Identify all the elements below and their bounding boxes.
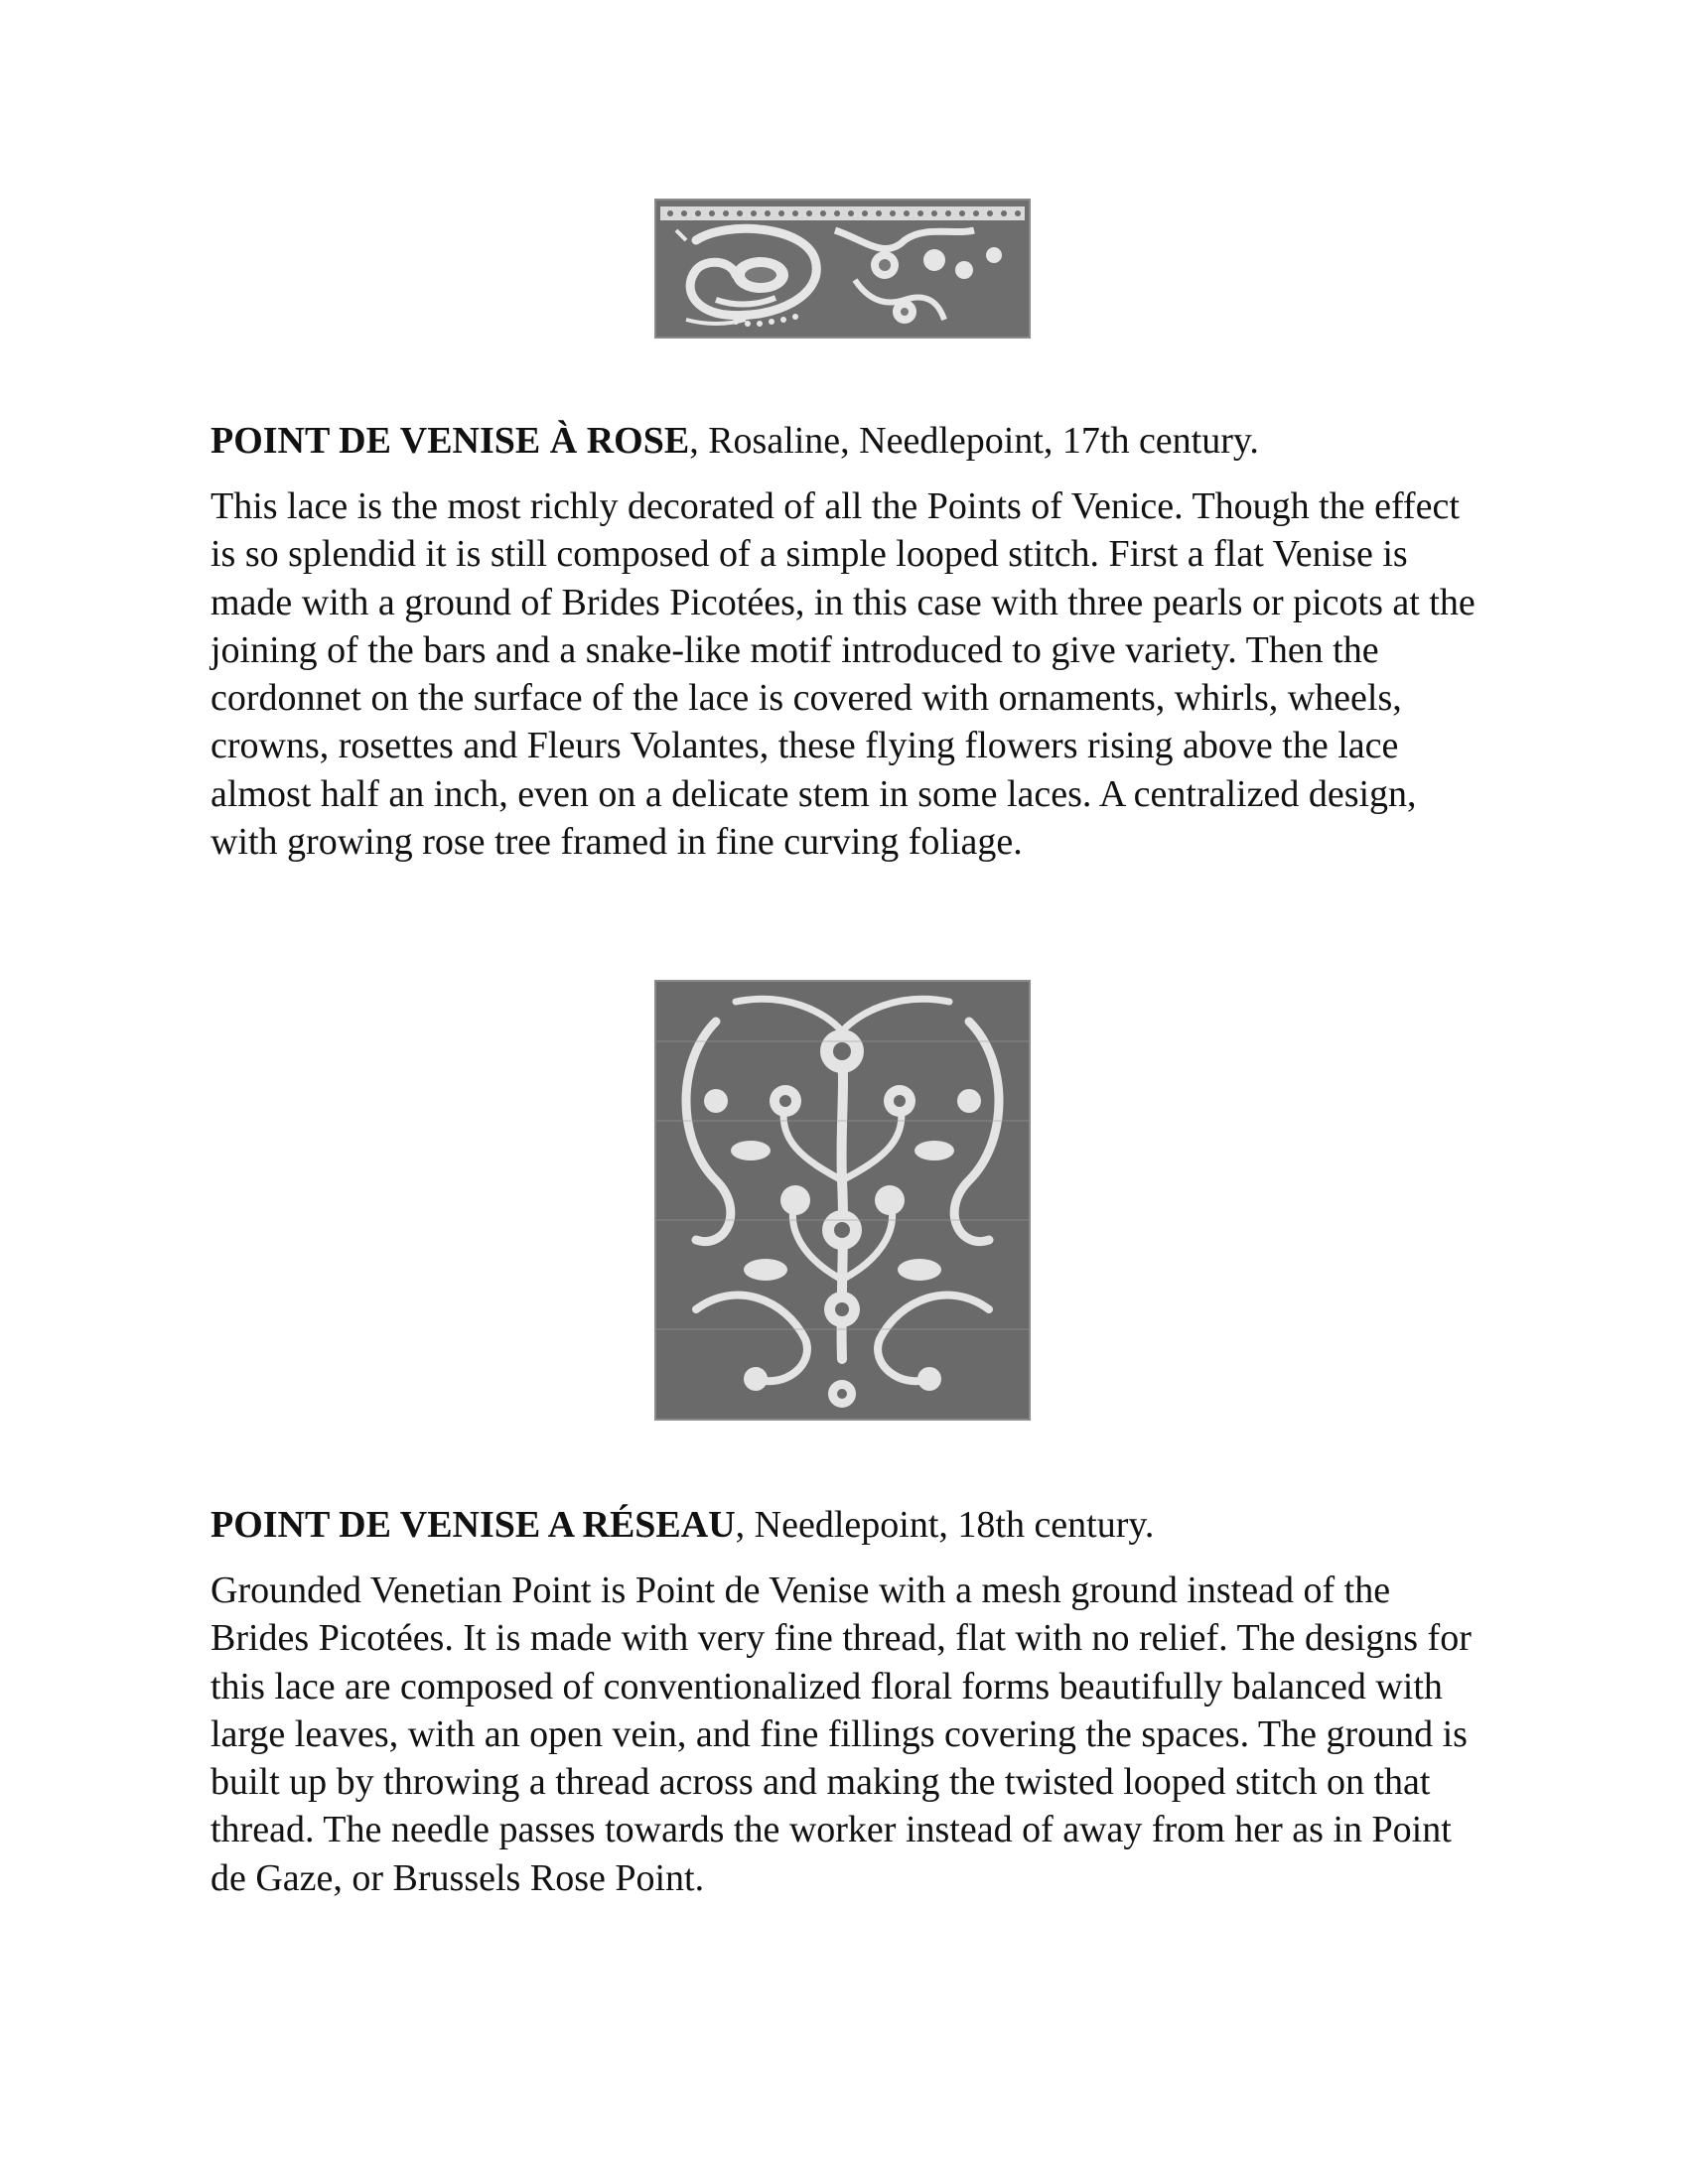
- entry-subtitle: , Needlepoint, 18th century.: [735, 1504, 1155, 1546]
- point-de-venise-a-reseau-lace-photo: [654, 980, 1031, 1421]
- entry-heading: [211, 417, 1491, 465]
- entry-subtitle: , Rosaline, Needlepoint, 17th century.: [689, 420, 1259, 462]
- entry-description: Grounded Venetian Point is Point de Venise with a mesh ground instead of the Brides Picotées. It is made with very fine thread, flat with no relief. The designs for this lace are composed of conventionalized floral forms beautifully balanced with large leaves, with an open vein, and fine fillings covering the spaces. The ground is built up by throwing a thread across and making the twisted looped stitch on that thread. The needle passes towards the worker instead of away from her as in Point de Gaze, or Brussels Rose Point.: [211, 1570, 1472, 1899]
- entry-description: This lace is the most richly decorated of all the Points of Venice. Though the effect is so splendid it is still composed of a simple looped stitch. First a flat Venise is made with a ground of Brides Picotées, in this case with three pearls or picots at the joining of the bars and a snake-like motif introduced to give variety. Then the cordonnet on the surface of the lace is covered with ornaments, whirls, wheels, crowns, rosettes and Fleurs Volantes, these flying flowers rising above the lace almost half an inch, even on a delicate stem in some laces. A centralized design, with growing rose tree framed in fine curving foliage.: [211, 485, 1476, 864]
- lace-entry-point-de-venise-a-reseau: [211, 1501, 1491, 1902]
- entry-title: POINT DE VENISE A RÉSEAU: [211, 1504, 736, 1546]
- lace-panel-illustration: [656, 982, 1029, 1419]
- entry-heading: [211, 1501, 1491, 1549]
- lace-entry-point-de-venise-a-rose: [211, 417, 1491, 866]
- lace-edging-illustration: [656, 201, 1029, 337]
- point-de-venise-a-rose-lace-photo: [654, 199, 1031, 339]
- entry-title: POINT DE VENISE À ROSE: [211, 420, 690, 462]
